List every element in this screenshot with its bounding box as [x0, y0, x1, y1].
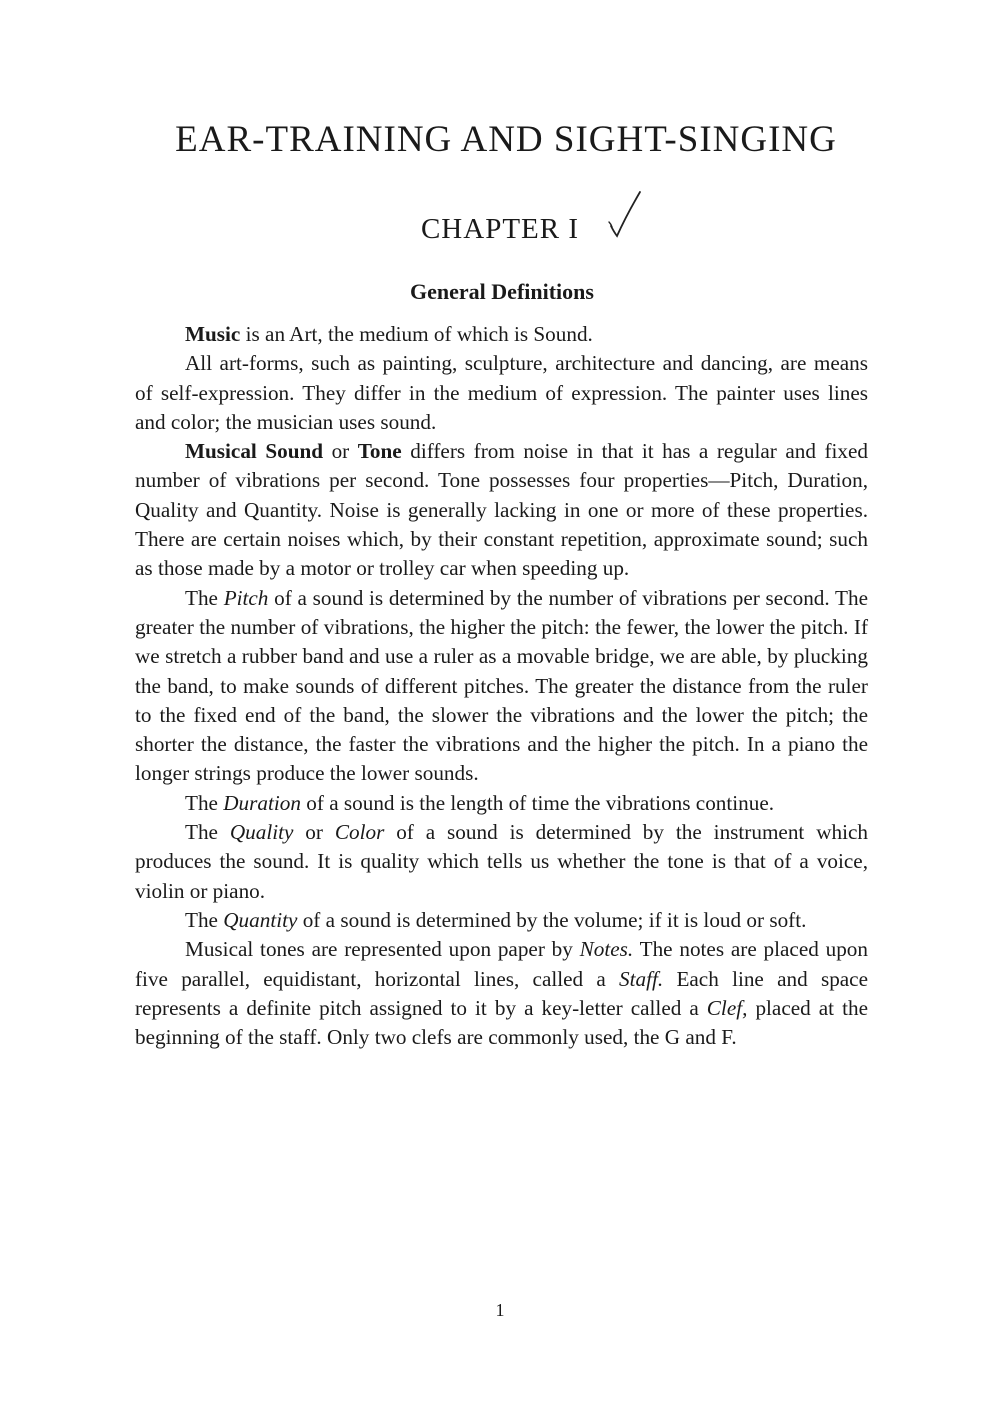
paragraph-quality — [135, 818, 868, 906]
term-quantity: Quantity — [223, 907, 298, 932]
term-clef: Clef, — [706, 995, 748, 1020]
paragraph-text: placed at the beginning of the staff. Only two clefs are commonly used, the G and F. — [135, 995, 868, 1050]
paragraph-text: The notes are placed upon five parallel, equidistant, horizontal lines, called a — [135, 937, 868, 991]
body-text — [135, 320, 868, 1052]
paragraph-text: Musical tones are represented upon paper by — [185, 937, 580, 962]
term-musical-sound: Musical Sound — [185, 439, 324, 464]
term-quality: Quality — [229, 820, 294, 845]
paragraph-text: The — [185, 790, 224, 815]
paragraph-quantity — [135, 906, 868, 935]
term-notes: Notes. — [579, 937, 634, 962]
check-mark-icon — [604, 186, 644, 246]
paragraph-text: of a sound is the length of time the vibrations continue. — [300, 790, 775, 815]
term-staff: Staff. — [619, 966, 664, 991]
paragraph-text: The — [185, 907, 224, 932]
term-music: Music — [185, 322, 241, 346]
paragraph-text: of a sound is determined by the volume; if it is loud or soft. — [297, 907, 807, 932]
paragraph-text: Each line and space represents a definite pitch assigned to it by a key-letter called a — [135, 966, 868, 1020]
term-color: Color — [334, 820, 385, 845]
section-heading: General Definitions — [410, 279, 594, 304]
paragraph-text: of a sound is determined by the instrument which produces the sound. It is quality which tells us whether the tone is that of a voice, violin or piano. — [135, 820, 868, 903]
paragraph-text: differs from noise in that it has a regular and fixed number of vibrations per second. Tone possesses four properties—Pitch, Duration, Quality and Quantity. Noise is generally lacking in one or more of these properties. There are certain noises which, by their constant repetition, approximate sound; such as those made by a motor or trolley car when speeding up. — [135, 439, 868, 581]
chapter-heading: CHAPTER I — [420, 213, 580, 245]
term-duration: Duration — [223, 790, 301, 815]
paragraph-text: All art-forms, such as painting, sculpture, architecture and dancing, are means of self-expression. They differ in the medium of expression. The painter uses lines and color; the musician uses sound. — [135, 351, 868, 434]
paragraph-text: is an Art, the medium of which is Sound. — [240, 322, 593, 346]
paragraph-text: The — [185, 585, 224, 610]
book-title: EAR-TRAINING AND SIGHT-SINGING — [175, 119, 837, 160]
paragraph-text: or — [293, 820, 335, 845]
paragraph-text: of a sound is determined by the number of vibrations per second. The greater the number of vibrations, the higher the pitch: the fewer, the lower the pitch. If we stretch a rubber band and use a ruler as a movable bridge, we are able, by plucking the band, to make sounds of different pitches. The greater the distance from the ruler to the fixed end of the band, the slower the vibrations and the lower the pitch; the shorter the distance, the faster the vibrations and the higher the pitch. In a piano the longer strings produce the lower sounds. — [135, 585, 868, 786]
paragraph-music-definition — [135, 320, 868, 349]
paragraph-musical-sound — [135, 437, 868, 583]
paragraph-notes — [135, 935, 868, 1052]
term-pitch: Pitch — [223, 585, 269, 610]
paragraph-text: or — [323, 439, 358, 464]
term-tone: Tone — [357, 439, 402, 464]
page-number: 1 — [495, 1300, 505, 1320]
paragraph-text: The — [185, 820, 230, 845]
paragraph-duration — [135, 789, 868, 818]
paragraph-art-forms — [135, 349, 868, 437]
paragraph-pitch — [135, 584, 868, 789]
